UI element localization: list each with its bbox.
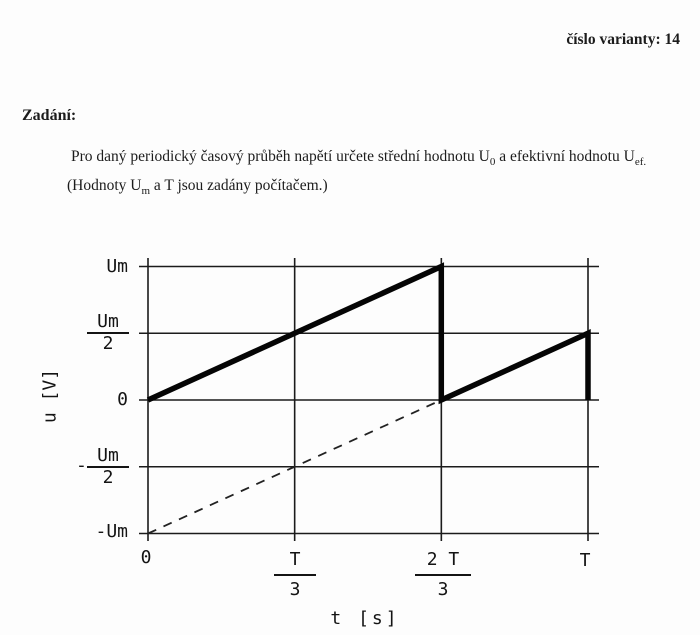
y-tick-label-um: Um: [106, 256, 128, 277]
subscript-uef: ef.: [634, 156, 647, 169]
y-tick-label-neg-um: -Um: [95, 521, 128, 542]
y-axis-title: u [V]: [39, 368, 61, 424]
y-tick-um-half-numerator: Um: [87, 312, 129, 334]
task-line2-text-pre: (Hodnoty U: [67, 177, 142, 194]
x-tick-t-third-denominator: 3: [289, 579, 301, 600]
x-tick-label-zero: 0: [140, 547, 152, 568]
y-tick-label-neg-um-half: [87, 446, 129, 488]
x-tick-label-t: T: [579, 550, 591, 571]
y-tick-label-zero: 0: [117, 389, 128, 410]
task-line2-text-post: a T jsou zadány počítačem.): [150, 177, 328, 194]
subscript-um: m: [141, 185, 151, 198]
y-tick-neg-um-half-numerator: Um: [87, 446, 129, 468]
x-axis-title: t [s]: [330, 608, 400, 629]
x-tick-label-two-t-thirds: [415, 546, 471, 604]
variant-number-label: číslo varianty: 14: [566, 31, 680, 48]
y-tick-label-um-half: [87, 312, 129, 354]
task-line1-text-mid: a efektivní hodnotu U: [495, 148, 635, 165]
x-tick-two-t-thirds-denominator: 3: [437, 579, 449, 600]
task-line1-text-pre: Pro daný periodický časový průběh napětí určete střední hodnotu U: [71, 148, 490, 165]
x-tick-two-t-thirds-numerator: 2 T: [415, 546, 471, 576]
subscript-u0: 0: [489, 156, 496, 169]
y-tick-um-half-denominator: 2: [102, 333, 114, 354]
y-tick-minus-sign: -: [76, 455, 87, 476]
assignment-heading: Zadání:: [22, 107, 77, 124]
x-tick-label-t-third: [274, 546, 316, 604]
y-tick-neg-um-half-denominator: 2: [102, 467, 114, 488]
x-tick-t-third-numerator: T: [274, 546, 316, 576]
